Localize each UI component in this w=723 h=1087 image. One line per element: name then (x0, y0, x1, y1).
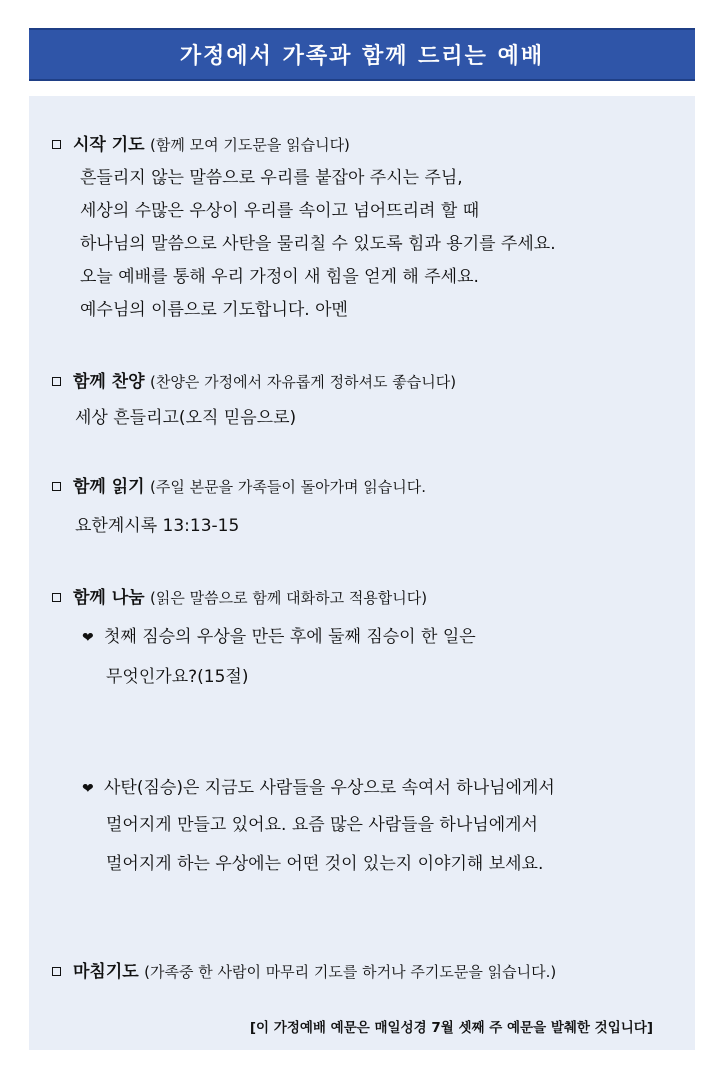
question-2 (82, 776, 555, 801)
question-1 (82, 625, 476, 650)
checkbox-icon (52, 593, 61, 602)
section-praise (52, 370, 456, 394)
question-line: 사탄(짐승)은 지금도 사람들을 우상으로 속여서 하나님에게서 (104, 778, 555, 798)
question-line: 무엇인가요?(15절) (106, 667, 249, 687)
section-note: (찬양은 가정에서 자유롭게 정하셔도 좋습니다) (150, 373, 457, 391)
section-note: (함께 모여 기도문을 읽습니다) (150, 136, 350, 154)
page-title: 가정에서 가족과 함께 드리는 예배 (179, 44, 545, 69)
section-note: (주일 본문을 가족들이 돌아가며 읽습니다. (150, 478, 427, 496)
prayer-line: 흔들리지 않는 말씀으로 우리를 붙잡아 주시는 주님, (80, 168, 463, 188)
section-heading: 함께 읽기 (73, 477, 145, 497)
section-note: (가족중 한 사람이 마무리 기도를 하거나 주기도문을 읽습니다.) (144, 963, 557, 981)
prayer-line: 하나님의 말씀으로 사탄을 물리칠 수 있도록 힘과 용기를 주세요. (80, 234, 556, 254)
section-sharing (52, 586, 427, 610)
prayer-line: 예수님의 이름으로 기도합니다. 아멘 (80, 300, 348, 320)
source-footnote: [이 가정예배 예문은 매일성경 7월 셋째 주 예문을 발췌한 것입니다] (249, 1020, 653, 1036)
checkbox-icon (52, 377, 61, 386)
section-heading: 마침기도 (73, 962, 139, 982)
checkbox-icon (52, 140, 61, 149)
section-closing-prayer (52, 960, 556, 984)
checkbox-icon (52, 967, 61, 976)
section-reading (52, 475, 426, 499)
section-opening-prayer (52, 133, 350, 157)
heart-bullet-icon: ❤ (82, 630, 94, 646)
section-note: (읽은 말씀으로 함께 대화하고 적용합니다) (150, 589, 428, 607)
checkbox-icon (52, 482, 61, 491)
title-banner (29, 28, 695, 81)
section-heading: 시작 기도 (73, 135, 145, 155)
praise-song: 세상 흔들리고(오직 믿음으로) (75, 408, 297, 428)
prayer-line: 오늘 예배를 통해 우리 가정이 새 힘을 얻게 해 주세요. (80, 267, 479, 287)
question-line: 멀어지게 하는 우상에는 어떤 것이 있는지 이야기해 보세요. (106, 854, 544, 874)
section-heading: 함께 나눔 (73, 588, 145, 608)
question-line: 멀어지게 만들고 있어요. 요즘 많은 사람들을 하나님에게서 (106, 815, 538, 835)
question-line: 첫째 짐승의 우상을 만든 후에 둘째 짐승이 한 일은 (104, 627, 476, 647)
heart-bullet-icon: ❤ (82, 781, 94, 797)
prayer-line: 세상의 수많은 우상이 우리를 속이고 넘어뜨리려 할 때 (80, 201, 480, 221)
section-heading: 함께 찬양 (73, 372, 145, 392)
reading-passage: 요한계시록 13:13-15 (75, 516, 240, 536)
